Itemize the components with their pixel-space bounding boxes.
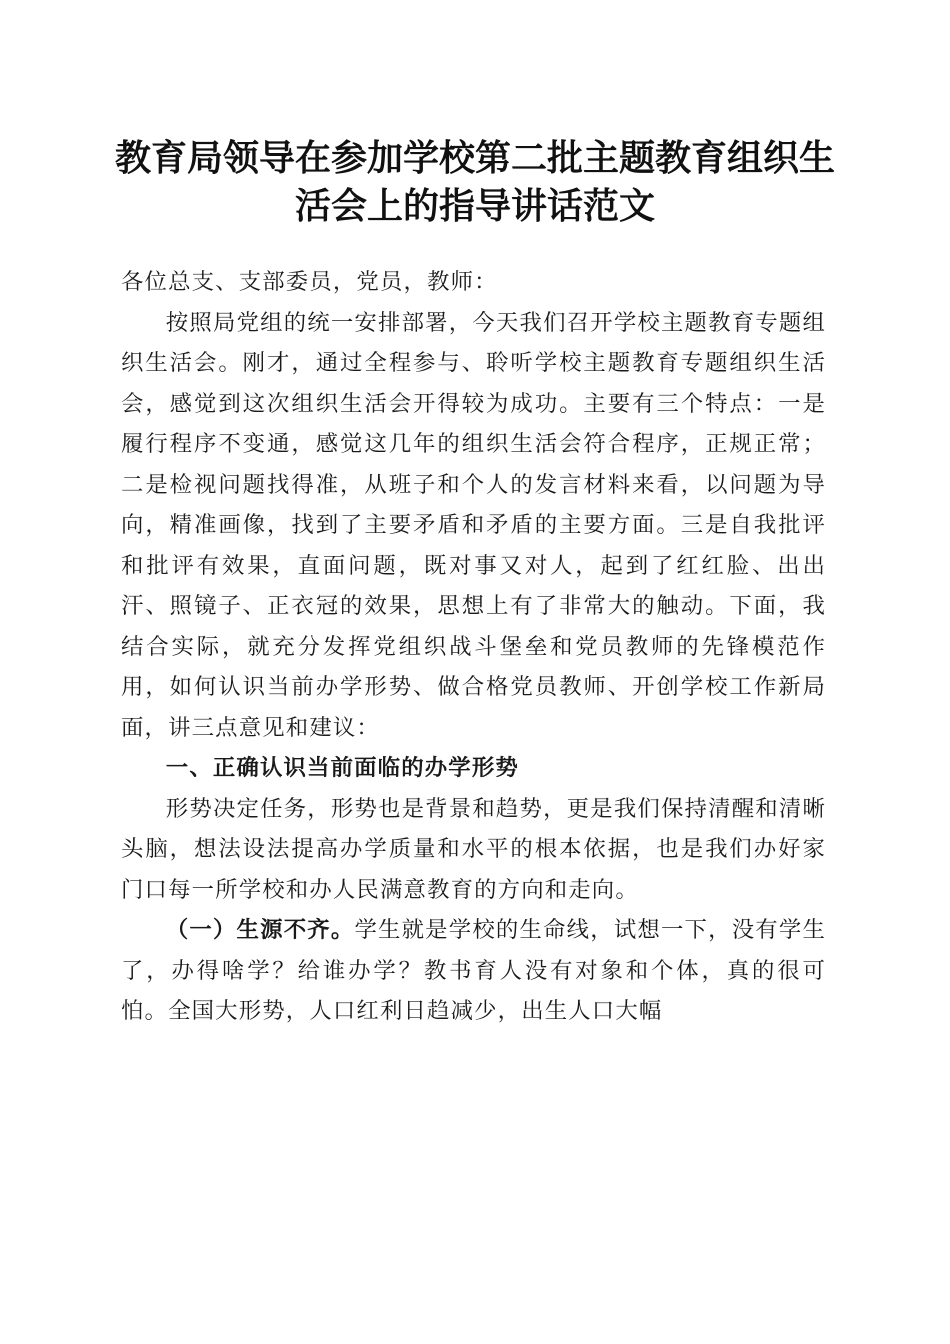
section-1-intro-paragraph: 形势决定任务，形势也是背景和趋势，更是我们保持清醒和清晰头脑，想法设法提高办学质量和水平的根本依据，也是我们办好家门口每一所学校和办人民满意教育的方向和走向。 [121,795,826,903]
title-line-1: 教育局领导在参加学校第二批主题教育组织生 [114,137,835,179]
section-heading-1: 一、正确认识当前面临的办学形势 [165,755,519,781]
opening-paragraph: 按照局党组的统一安排部署，今天我们召开学校主题教育专题组织生活会。刚才，通过全程参与、聆听学校主题教育专题组织生活会，感觉到这次组织生活会开得较为成功。主要有三个特点：一是履行程序不变通，感觉这几年的组织生活会符合程序，正规正常；二是检视问题找得准，从班子和个人的发言材料来看，以问题为导向，精准画像，找到了主要矛盾和矛盾的主要方面。三是自我批评和批评有效果，直面问题，既对事又对人，起到了红红脸、出出汗、照镜子、正衣冠的效果，思想上有了非常大的触动。下面，我结合实际，就充分发挥党组织战斗堡垒和党员教师的先锋模范作用，如何认识当前办学形势、做合格党员教师、开创学校工作新局面，讲三点意见和建议： [121,309,826,741]
title-line-2: 活会上的指导讲话范文 [294,185,655,227]
subsection-1-lead: （一）生源不齐。 [165,917,355,943]
salutation: 各位总支、支部委员，党员，教师： [121,269,498,295]
document-title [100,134,850,230]
subsection-1-paragraph [121,910,826,1032]
document-body [121,262,826,1032]
subsection-1-text: 学生就是学校的生命线，试想一下，没有学生了，办得啥学？给谁办学？教书育人没有对象和个体，真的很可怕。全国大形势，人口红利日趋减少，出生人口大幅 [121,917,826,1024]
